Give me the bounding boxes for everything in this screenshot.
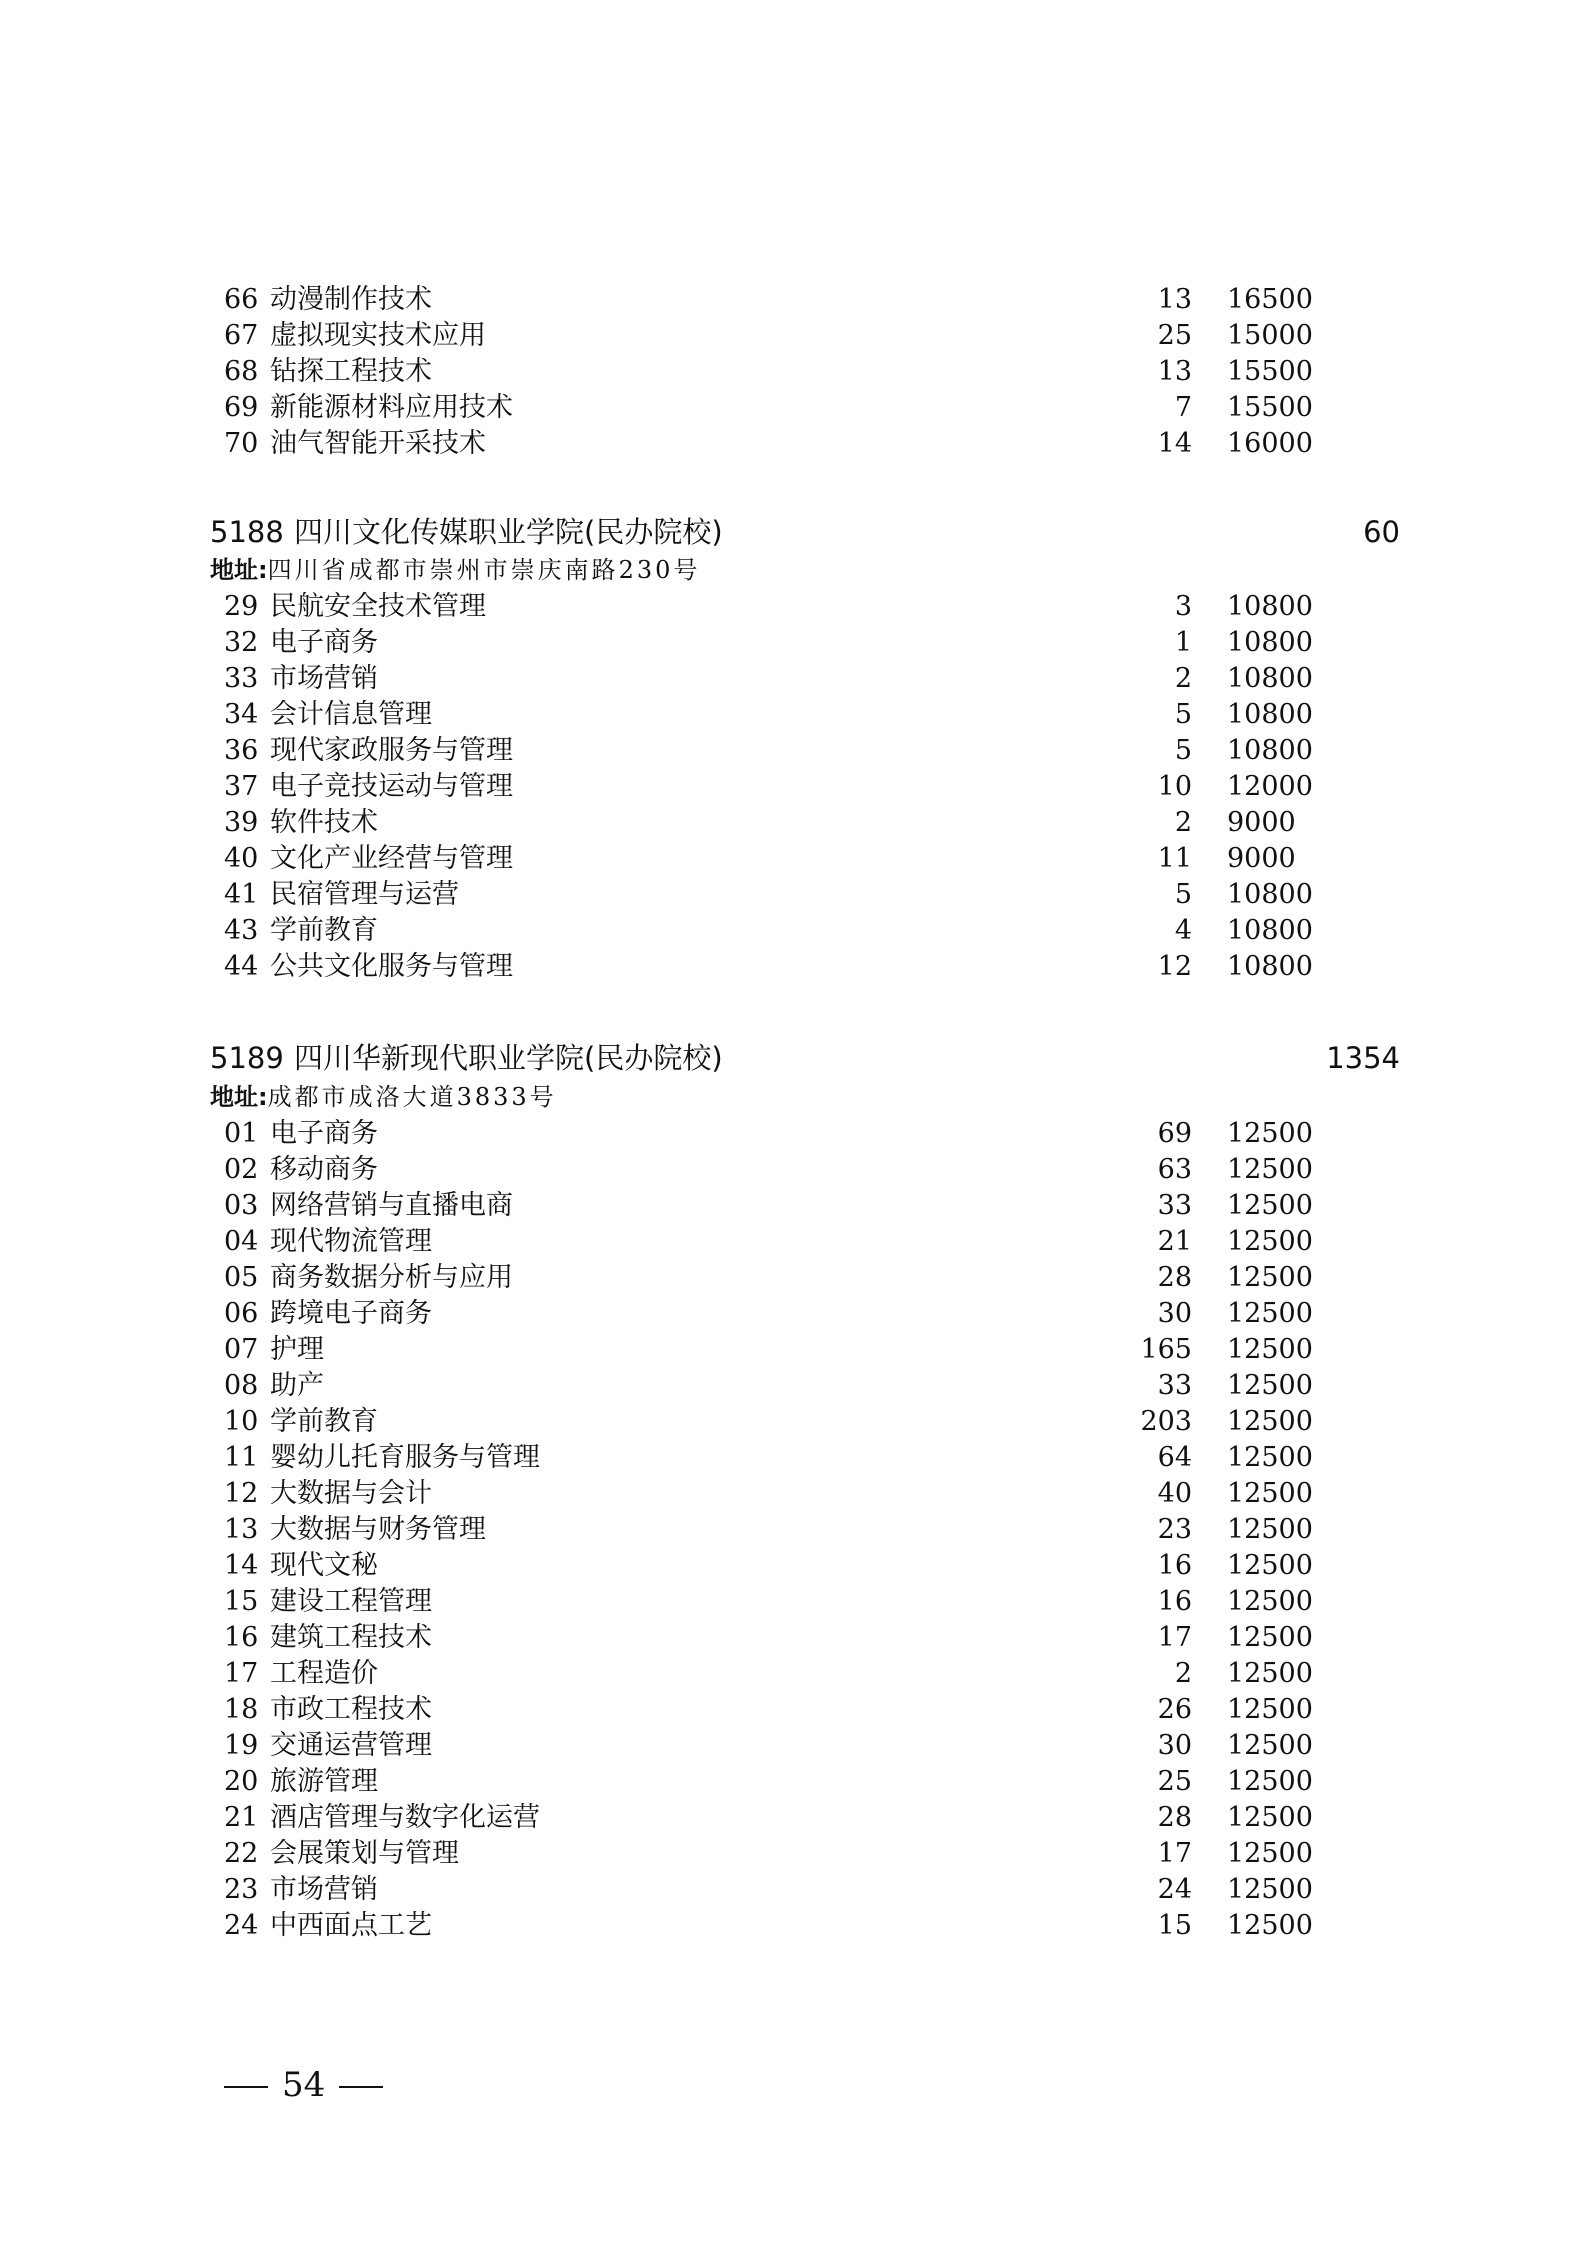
table-row: [0, 733, 1587, 769]
major-name: 现代文秘: [270, 1550, 378, 1581]
major-code: 36: [224, 735, 259, 766]
major-name: 现代物流管理: [270, 1226, 432, 1257]
major-code: 07: [224, 1334, 259, 1365]
major-code: 22: [224, 1838, 259, 1869]
table-row: [0, 1836, 1587, 1872]
enrollment-count: 23: [1157, 1514, 1192, 1545]
address-text: 四川省成都市崇州市崇庆南路230号: [267, 556, 701, 584]
major-code: 29: [224, 591, 259, 622]
major-code: 70: [224, 428, 259, 459]
major-name: 建设工程管理: [270, 1586, 432, 1617]
tuition-fee: 12500: [1227, 1802, 1313, 1833]
major-code: 34: [224, 699, 259, 730]
major-code: 02: [224, 1154, 259, 1185]
table-row: [0, 1512, 1587, 1548]
tuition-fee: 10800: [1227, 663, 1313, 694]
table-row: [0, 1440, 1587, 1476]
enrollment-count: 5: [1174, 735, 1192, 766]
table-row: [0, 841, 1587, 877]
school-header: [210, 512, 1400, 552]
major-name: 大数据与会计: [270, 1478, 432, 1509]
major-code: 05: [224, 1262, 259, 1293]
major-name: 跨境电子商务: [270, 1298, 432, 1329]
table-row: [0, 318, 1587, 354]
tuition-fee: 10800: [1227, 591, 1313, 622]
major-name: 学前教育: [270, 1406, 378, 1437]
school-header: [210, 1038, 1400, 1078]
major-name: 钻探工程技术: [270, 356, 432, 387]
table-row: [0, 1260, 1587, 1296]
table-row: [0, 1476, 1587, 1512]
major-code: 67: [224, 320, 259, 351]
table-row: [0, 949, 1587, 985]
school-address: [210, 553, 700, 587]
dash-left: [224, 2086, 268, 2088]
major-name: 电子商务: [270, 1118, 378, 1149]
enrollment-count: 10: [1157, 771, 1192, 802]
table-row: [0, 426, 1587, 462]
tuition-fee: 12500: [1227, 1334, 1313, 1365]
table-row: [0, 805, 1587, 841]
major-name: 大数据与财务管理: [270, 1514, 486, 1545]
enrollment-count: 24: [1157, 1874, 1192, 1905]
school-total: 1354: [1326, 1041, 1400, 1075]
tuition-fee: 12500: [1227, 1910, 1313, 1941]
table-row: [0, 1692, 1587, 1728]
tuition-fee: 16500: [1227, 284, 1313, 315]
tuition-fee: 10800: [1227, 699, 1313, 730]
major-code: 68: [224, 356, 259, 387]
tuition-fee: 12500: [1227, 1406, 1313, 1437]
major-name: 市场营销: [270, 1874, 378, 1905]
tuition-fee: 10800: [1227, 879, 1313, 910]
enrollment-count: 16: [1157, 1586, 1192, 1617]
tuition-fee: 12500: [1227, 1658, 1313, 1689]
major-name: 动漫制作技术: [270, 284, 432, 315]
enrollment-count: 26: [1157, 1694, 1192, 1725]
tuition-fee: 12500: [1227, 1190, 1313, 1221]
major-name: 助产: [270, 1370, 324, 1401]
major-name: 会计信息管理: [270, 699, 432, 730]
major-name: 护理: [270, 1334, 324, 1365]
enrollment-count: 4: [1174, 915, 1192, 946]
major-code: 18: [224, 1694, 259, 1725]
enrollment-count: 15: [1157, 1910, 1192, 1941]
major-code: 66: [224, 284, 259, 315]
table-row: [0, 1296, 1587, 1332]
major-code: 13: [224, 1514, 259, 1545]
enrollment-count: 13: [1157, 356, 1192, 387]
enrollment-count: 30: [1157, 1730, 1192, 1761]
major-name: 婴幼儿托育服务与管理: [270, 1442, 540, 1473]
major-code: 08: [224, 1370, 259, 1401]
table-row: [0, 625, 1587, 661]
tuition-fee: 16000: [1227, 428, 1313, 459]
tuition-fee: 9000: [1227, 807, 1296, 838]
major-name: 文化产业经营与管理: [270, 843, 513, 874]
address-label: 地址:: [210, 556, 268, 584]
major-name: 软件技术: [270, 807, 378, 838]
tuition-fee: 10800: [1227, 627, 1313, 658]
major-name: 油气智能开采技术: [270, 428, 486, 459]
tuition-fee: 12500: [1227, 1226, 1313, 1257]
table-row: [0, 697, 1587, 733]
page-number: [210, 2065, 397, 2105]
table-row: [0, 1404, 1587, 1440]
table-row: [0, 390, 1587, 426]
major-name: 移动商务: [270, 1154, 378, 1185]
tuition-fee: 12500: [1227, 1478, 1313, 1509]
major-code: 04: [224, 1226, 259, 1257]
major-code: 19: [224, 1730, 259, 1761]
major-name: 工程造价: [270, 1658, 378, 1689]
enrollment-count: 25: [1157, 1766, 1192, 1797]
major-code: 12: [224, 1478, 259, 1509]
major-name: 市场营销: [270, 663, 378, 694]
enrollment-count: 2: [1174, 663, 1192, 694]
table-row: [0, 1332, 1587, 1368]
tuition-fee: 12500: [1227, 1838, 1313, 1869]
major-name: 公共文化服务与管理: [270, 951, 513, 982]
school-code: 5188: [210, 515, 284, 549]
enrollment-count: 25: [1157, 320, 1192, 351]
enrollment-count: 2: [1174, 1658, 1192, 1689]
major-code: 17: [224, 1658, 259, 1689]
major-code: 01: [224, 1118, 259, 1149]
major-name: 电子商务: [270, 627, 378, 658]
major-code: 03: [224, 1190, 259, 1221]
enrollment-count: 28: [1157, 1802, 1192, 1833]
major-name: 交通运营管理: [270, 1730, 432, 1761]
enrollment-count: 13: [1157, 284, 1192, 315]
major-code: 15: [224, 1586, 259, 1617]
major-name: 市政工程技术: [270, 1694, 432, 1725]
tuition-fee: 12500: [1227, 1622, 1313, 1653]
tuition-fee: 12500: [1227, 1370, 1313, 1401]
major-code: 23: [224, 1874, 259, 1905]
enrollment-count: 28: [1157, 1262, 1192, 1293]
tuition-fee: 12500: [1227, 1874, 1313, 1905]
tuition-fee: 10800: [1227, 915, 1313, 946]
table-row: [0, 1872, 1587, 1908]
major-name: 会展策划与管理: [270, 1838, 459, 1869]
major-code: 11: [224, 1442, 259, 1473]
major-code: 40: [224, 843, 259, 874]
tuition-fee: 12500: [1227, 1298, 1313, 1329]
enrollment-count: 69: [1157, 1118, 1192, 1149]
table-row: [0, 354, 1587, 390]
table-row: [0, 769, 1587, 805]
major-code: 44: [224, 951, 259, 982]
enrollment-count: 33: [1157, 1370, 1192, 1401]
enrollment-count: 3: [1174, 591, 1192, 622]
major-name: 商务数据分析与应用: [270, 1262, 513, 1293]
enrollment-count: 2: [1174, 807, 1192, 838]
tuition-fee: 12500: [1227, 1442, 1313, 1473]
major-code: 43: [224, 915, 259, 946]
enrollment-count: 7: [1174, 392, 1192, 423]
tuition-fee: 12500: [1227, 1550, 1313, 1581]
table-row: [0, 1800, 1587, 1836]
table-row: [0, 1620, 1587, 1656]
enrollment-count: 12: [1157, 951, 1192, 982]
major-code: 06: [224, 1298, 259, 1329]
major-name: 民航安全技术管理: [270, 591, 486, 622]
table-row: [0, 661, 1587, 697]
table-row: [0, 1188, 1587, 1224]
enrollment-count: 33: [1157, 1190, 1192, 1221]
major-name: 建筑工程技术: [270, 1622, 432, 1653]
major-code: 32: [224, 627, 259, 658]
major-code: 20: [224, 1766, 259, 1797]
page-number-text: 54: [282, 2065, 326, 2105]
tuition-fee: 12500: [1227, 1730, 1313, 1761]
table-row: [0, 589, 1587, 625]
table-row: [0, 1584, 1587, 1620]
enrollment-count: 17: [1157, 1622, 1192, 1653]
school-name: 四川文化传媒职业学院(民办院校): [294, 515, 723, 549]
tuition-fee: 15500: [1227, 356, 1313, 387]
major-name: 中西面点工艺: [270, 1910, 432, 1941]
major-name: 虚拟现实技术应用: [270, 320, 486, 351]
tuition-fee: 10800: [1227, 951, 1313, 982]
major-code: 24: [224, 1910, 259, 1941]
table-row: [0, 1728, 1587, 1764]
tuition-fee: 9000: [1227, 843, 1296, 874]
enrollment-count: 30: [1157, 1298, 1192, 1329]
enrollment-count: 165: [1140, 1334, 1192, 1365]
enrollment-count: 64: [1157, 1442, 1192, 1473]
major-code: 39: [224, 807, 259, 838]
table-row: [0, 1548, 1587, 1584]
table-row: [0, 1224, 1587, 1260]
major-code: 41: [224, 879, 259, 910]
school-name: 四川华新现代职业学院(民办院校): [294, 1041, 723, 1075]
tuition-fee: 12000: [1227, 771, 1313, 802]
table-row: [0, 913, 1587, 949]
tuition-fee: 15500: [1227, 392, 1313, 423]
major-code: 33: [224, 663, 259, 694]
tuition-fee: 10800: [1227, 735, 1313, 766]
enrollment-count: 17: [1157, 1838, 1192, 1869]
enrollment-count: 5: [1174, 879, 1192, 910]
major-name: 学前教育: [270, 915, 378, 946]
enrollment-count: 1: [1174, 627, 1192, 658]
major-name: 旅游管理: [270, 1766, 378, 1797]
major-name: 新能源材料应用技术: [270, 392, 513, 423]
tuition-fee: 12500: [1227, 1118, 1313, 1149]
major-code: 10: [224, 1406, 259, 1437]
major-name: 网络营销与直播电商: [270, 1190, 513, 1221]
major-code: 21: [224, 1802, 259, 1833]
table-row: [0, 1116, 1587, 1152]
tuition-fee: 15000: [1227, 320, 1313, 351]
school-total: 60: [1363, 515, 1400, 549]
address-label: 地址:: [210, 1083, 268, 1111]
major-name: 电子竞技运动与管理: [270, 771, 513, 802]
enrollment-count: 14: [1157, 428, 1192, 459]
major-name: 民宿管理与运营: [270, 879, 459, 910]
enrollment-count: 40: [1157, 1478, 1192, 1509]
school-code: 5189: [210, 1041, 284, 1075]
major-code: 14: [224, 1550, 259, 1581]
major-code: 16: [224, 1622, 259, 1653]
major-name: 酒店管理与数字化运营: [270, 1802, 540, 1833]
major-code: 69: [224, 392, 259, 423]
table-row: [0, 1764, 1587, 1800]
enrollment-count: 16: [1157, 1550, 1192, 1581]
enrollment-count: 203: [1140, 1406, 1192, 1437]
address-text: 成都市成洛大道3833号: [267, 1083, 557, 1111]
enrollment-count: 21: [1157, 1226, 1192, 1257]
enrollment-count: 63: [1157, 1154, 1192, 1185]
tuition-fee: 12500: [1227, 1694, 1313, 1725]
table-row: [0, 1152, 1587, 1188]
table-row: [0, 877, 1587, 913]
school-address: [210, 1080, 557, 1114]
table-row: [0, 1368, 1587, 1404]
major-name: 现代家政服务与管理: [270, 735, 513, 766]
table-row: [0, 1908, 1587, 1944]
enrollment-count: 5: [1174, 699, 1192, 730]
tuition-fee: 12500: [1227, 1262, 1313, 1293]
tuition-fee: 12500: [1227, 1586, 1313, 1617]
table-row: [0, 282, 1587, 318]
enrollment-count: 11: [1157, 843, 1192, 874]
tuition-fee: 12500: [1227, 1766, 1313, 1797]
dash-right: [339, 2086, 383, 2088]
table-row: [0, 1656, 1587, 1692]
tuition-fee: 12500: [1227, 1154, 1313, 1185]
tuition-fee: 12500: [1227, 1514, 1313, 1545]
major-code: 37: [224, 771, 259, 802]
